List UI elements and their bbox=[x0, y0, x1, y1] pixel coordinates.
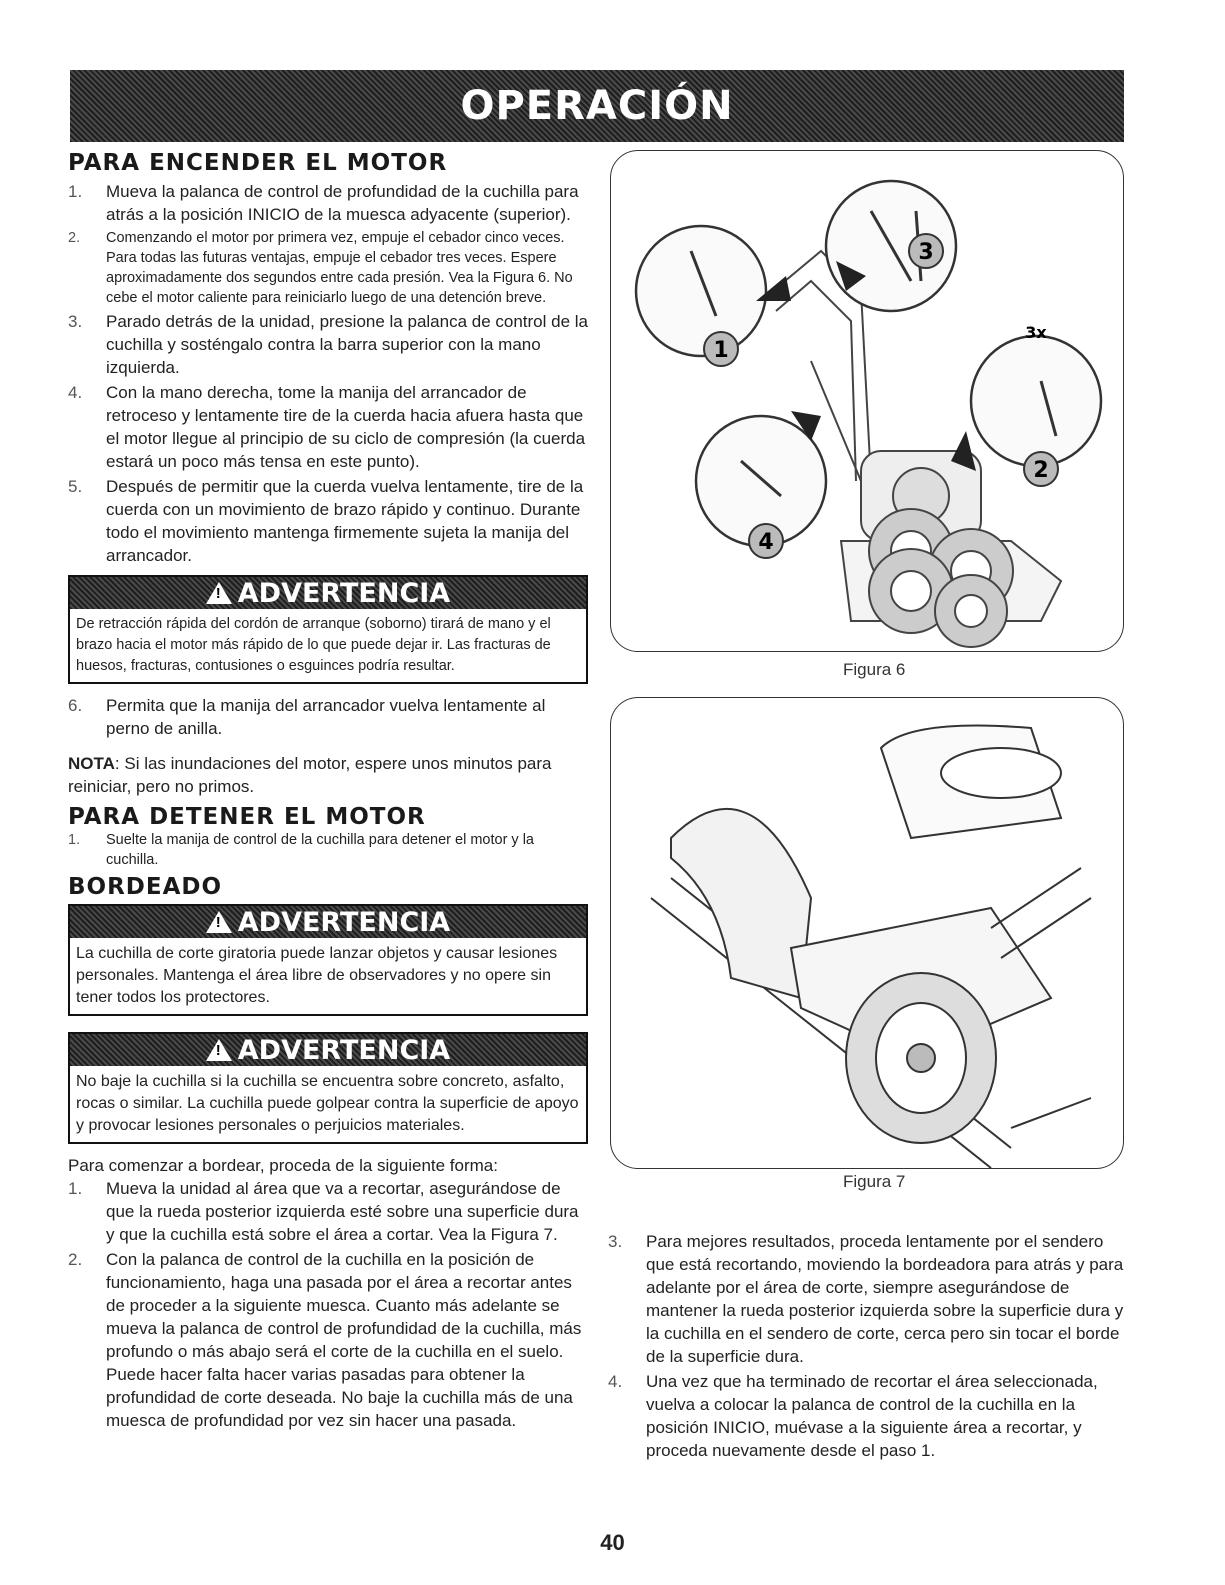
list-item: 2. Comenzando el motor por primera vez, empuje el cebador cinco veces. Para todas las futuras ventajas, empuje el cebador tres veces. Espere aproximadamente dos segundos entre cada presión. Vea la Figura 6. No cebe el motor caliente para reiniciarlo luego de una detención breve. bbox=[68, 230, 573, 306]
edging-steps-list bbox=[68, 1177, 588, 1432]
warning-triangle-icon bbox=[206, 1039, 232, 1061]
warning-text: De retracción rápida del cordón de arranque (soborno) tirará de mano y el brazo hacia el motor más rápido de lo que puede dejar ir. Las fracturas de huesos, fracturas, contusiones o esguinces podría resultar. bbox=[76, 616, 551, 674]
callout-3: 3 bbox=[918, 240, 934, 265]
header-banner bbox=[70, 70, 1124, 142]
list-item: 3. Para mejores resultados, proceda lentamente por el sendero que está recortando, moviendo la bordeadora para atrás y para adelante por el área de corte, siempre asegurándose de mantener la rueda posterior izquierda sobre la superficie dura y la cuchilla en el sendero de corte, cerca pero sin tocar el borde de la superficie dura. bbox=[608, 1232, 1124, 1366]
warning-triangle-icon bbox=[206, 911, 232, 933]
left-column bbox=[68, 150, 588, 1434]
edger-operation-illustration bbox=[611, 698, 1123, 1168]
warning-header: ! ADVERTENCIA bbox=[70, 906, 586, 938]
warning-triangle-icon bbox=[206, 582, 232, 604]
warning-text: La cuchilla de corte giratoria puede lanzar objetos y causar lesiones personales. Mantenga el área libre de observadores y no opere sin tener todos los protectores. bbox=[76, 945, 558, 1006]
warning-header: ! ADVERTENCIA bbox=[70, 577, 586, 609]
callout-2: 2 bbox=[1033, 458, 1049, 483]
page-number: 40 bbox=[600, 1530, 625, 1555]
list-item: 1. Suelte la manija de control de la cuchilla para detener el motor y la cuchilla. bbox=[68, 832, 534, 868]
warning-box-blade bbox=[68, 904, 588, 1016]
right-column-text bbox=[608, 1230, 1128, 1464]
note: NOTA: Si las inundaciones del motor, espere unos minutos para reiniciar, pero no primos. bbox=[68, 754, 552, 796]
edging-steps-list-continued bbox=[608, 1230, 1128, 1462]
warning-box-surface bbox=[68, 1032, 588, 1144]
callout-1: 1 bbox=[713, 338, 729, 363]
start-steps-list-continued bbox=[68, 694, 588, 740]
callout-4: 4 bbox=[758, 530, 774, 555]
list-item: 5. Después de permitir que la cuerda vuelva lentamente, tire de la cuerda con un movimiento de brazo rápido y continuo. Durante todo el movimiento mantenga firmemente sujeta la manija del arrancador. bbox=[68, 477, 584, 565]
list-item: 3. Parado detrás de la unidad, presione la palanca de control de la cuchilla y sosténgalo contra la barra superior con la mano izquierda. bbox=[68, 312, 589, 377]
section-title-stop-engine: PARA DETENER EL MOTOR bbox=[68, 804, 426, 830]
section-title-start-engine: PARA ENCENDER EL MOTOR bbox=[68, 150, 448, 176]
stop-steps-list bbox=[68, 830, 588, 870]
page-title: OPERACIÓN bbox=[460, 83, 734, 129]
list-item: 4. Con la mano derecha, tome la manija del arrancador de retroceso y lentamente tire de la cuerda hacia afuera hasta que el motor llegue al principio de su ciclo de compresión (la cuerda estará un poco más tensa en este punto). bbox=[68, 383, 586, 471]
section-title-edging: BORDEADO bbox=[68, 874, 223, 900]
edging-intro: Para comenzar a bordear, proceda de la siguiente forma: bbox=[68, 1156, 498, 1175]
warning-text: No baje la cuchilla si la cuchilla se encuentra sobre concreto, asfalto, rocas o similar. La cuchilla puede golpear contra la superficie de apoyo y provocar lesiones personales o perjuicios materiales. bbox=[76, 1073, 579, 1134]
edger-starting-illustration bbox=[611, 151, 1123, 651]
figure-6-caption: Figura 6 bbox=[843, 660, 906, 679]
figure-7 bbox=[610, 697, 1124, 1169]
start-steps-list bbox=[68, 180, 588, 567]
list-item: 4. Una vez que ha terminado de recortar el área seleccionada, vuelva a colocar la palanca de control de la cuchilla en la posición INICIO, muévase a la siguiente área a recortar, y proceda nuevamente desde el paso 1. bbox=[608, 1372, 1098, 1460]
list-item: 1. Mueva la palanca de control de profundidad de la cuchilla para atrás a la posición INICIO de la muesca adyacente (superior). bbox=[68, 182, 579, 224]
list-item: 6. Permita que la manija del arrancador vuelva lentamente al perno de anilla. bbox=[68, 696, 546, 738]
list-item: 2. Con la palanca de control de la cuchilla en la posición de funcionamiento, haga una pasada por el área a recortar antes de proceder a la siguiente muesca. Cuanto más adelante se mueva la palanca de control de profundidad de la cuchilla, más profundo o más abajo será el corte de la cuchilla en el suelo. Puede hacer falta hacer varias pasadas para obtener la profundidad de corte deseada. No baje la cuchilla más de una muesca de profundidad por vez sin hacer una pasada. bbox=[68, 1250, 582, 1430]
list-item: 1. Mueva la unidad al área que va a recortar, asegurándose de que la rueda posterior izquierda esté sobre una superficie dura y que la cuchilla está sobre el área a cortar. Vea la Figura 7. bbox=[68, 1179, 579, 1244]
warning-box-recoil bbox=[68, 575, 588, 684]
callout-repeat-label: 3x bbox=[1025, 323, 1047, 342]
figure-6 bbox=[610, 150, 1124, 652]
warning-header: ! ADVERTENCIA bbox=[70, 1034, 586, 1066]
figure-7-caption: Figura 7 bbox=[843, 1172, 906, 1191]
